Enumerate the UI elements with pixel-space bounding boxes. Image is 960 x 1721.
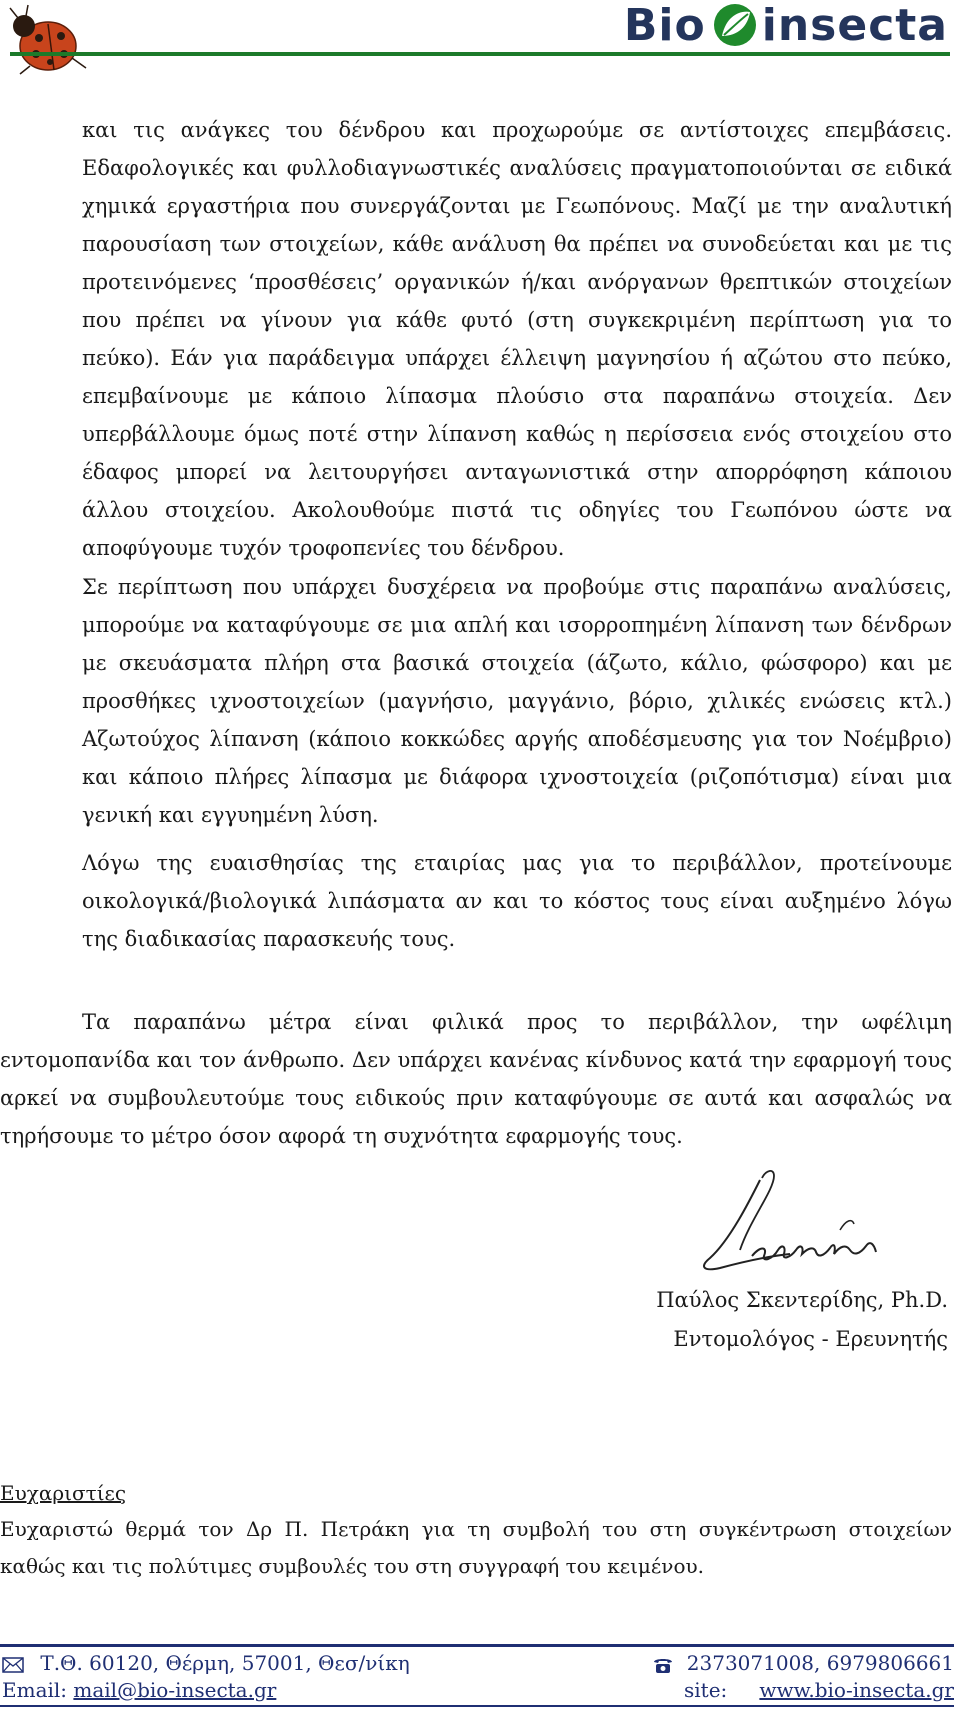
brand-logo: [624, 0, 948, 50]
footer-address: [2, 1651, 410, 1675]
footer-divider: [0, 1644, 954, 1647]
footer-web-row: [0, 1678, 954, 1704]
site-label: site:: [684, 1678, 728, 1702]
telephone-icon: [652, 1656, 674, 1674]
footer-email: [2, 1678, 276, 1702]
footer-phone: [652, 1651, 954, 1675]
site-link[interactable]: www.bio-insecta.gr: [759, 1678, 954, 1702]
paragraph-text: και τις ανάγκες του δένδρου και προχωρούμε σε αντίστοιχες επεμβάσεις. Εδαφολογικές και φυλλοδιαγνωστικές αναλύσεις πραγματοποιούνται σε ειδικά χημικά εργαστήρια που συνεργάζονται με Γεωπόνους. Μαζί με την αναλυτική παρουσίαση των στοιχείων, κάθε ανάλυση θα πρέπει να συνοδεύεται και με τις προτεινόμενες ‘προσθέσεις’ οργανικών ή/και ανόργανων θρεπτικών στοιχείων που πρέπει να γίνουν για κάθε φυτό (στη συγκεκριμένη περίπτωση για το πεύκο). Εάν για παράδειγμα υπάρχει έλλειψη μαγνησίου ή αζώτου στο πεύκο, επεμβαίνουμε με κάποιο λίπασμα πλούσιο στα παραπάνω στοιχεία. Δεν υπερβάλλουμε όμως ποτέ στην λίπανση καθώς η περίσσεια ενός στοιχείου στο έδαφος μπορεί να λειτουργήσει ανταγωνιστικά στην απορρόφηση κάποιου άλλου στοιχείου. Ακολουθούμε πιστά τις οδηγίες του Γεωπόνου ώστε να αποφύγουμε τυχόν τροφοπενίες του δένδρου.: [82, 118, 952, 560]
email-link[interactable]: mail@bio-insecta.gr: [73, 1678, 277, 1702]
footer-bottom-rule: [0, 1705, 954, 1707]
acknowledgements-text: Ευχαριστώ θερμά τον Δρ Π. Πετράκη για τη συμβολή του στη συγκέντρωση στοιχείων καθώς και τις πολύτιμες συμβουλές του στη συγγραφή του κειμένου.: [0, 1517, 952, 1578]
author-name: Παύλος Σκεντερίδης, Ph.D.: [656, 1288, 948, 1312]
header-divider: [10, 52, 950, 56]
closing-paragraph: [0, 1003, 952, 1155]
letterhead: [0, 0, 960, 78]
acknowledgements-heading: Ευχαριστίες: [0, 1481, 127, 1505]
email-label: Email:: [2, 1678, 68, 1702]
leaf-icon: [712, 2, 758, 48]
paragraph-text: Λόγω της ευαισθησίας της εταιρίας μας για το περιβάλλον, προτείνουμε οικολογικά/βιολογικά λιπάσματα αν και το κόστος τους είναι αυξημένο λόγω της διαδικασίας παρασκευής τους.: [82, 851, 952, 951]
ladybug-icon: [6, 2, 96, 78]
author-title: Εντομολόγος - Ερευνητής: [673, 1327, 948, 1351]
body-paragraph-2: [82, 568, 952, 834]
footer-contact-row: [0, 1651, 954, 1677]
paragraph-text: Σε περίπτωση που υπάρχει δυσχέρεια να προβούμε στις παραπάνω αναλύσεις, μπορούμε να καταφύγουμε σε μια απλή και ισορροπημένη λίπανση των δένδρων με σκευάσματα πλήρη στα βασικά στοιχεία (άζωτο, κάλιο, φώσφορο) και με προσθήκες ιχνοστοιχείων (μαγνήσιο, μαγγάνιο, βόριο, χιλικές ενώσεις κτλ.) Αζωτούχος λίπανση (κάποιο κοκκώδες αργής αποδέσμευσης για τον Νοέμβριο) και κάποιο πλήρες λίπασμα με διάφορα ιχνοστοιχεία (ριζοπότισμα) είναι μια γενική και εγγυημένη λύση.: [82, 575, 952, 827]
envelope-icon: [2, 1657, 24, 1673]
body-paragraph-3: [82, 844, 952, 958]
address-text: Τ.Θ. 60120, Θέρμη, 57001, Θεσ/νίκη: [40, 1651, 410, 1675]
brand-insecta: insecta: [761, 0, 948, 51]
handwritten-signature: [690, 1160, 900, 1280]
brand-bio: Bio: [623, 0, 706, 51]
phone-text: 2373071008, 6979806661: [686, 1651, 954, 1675]
body-paragraph-1: [82, 111, 952, 567]
paragraph-text: Τα παραπάνω μέτρα είναι φιλικά προς το περιβάλλον, την ωφέλιμη εντομοπανίδα και τον άνθρωπο. Δεν υπάρχει κανένας κίνδυνος κατά την εφαρμογή τους αρκεί να συμβουλευτούμε τους ειδικούς πριν καταφύγουμε σε αυτά και ασφαλώς να τηρήσουμε το μέτρο όσον αφορά τη συχνότητα εφαρμογής τους.: [0, 1010, 952, 1148]
